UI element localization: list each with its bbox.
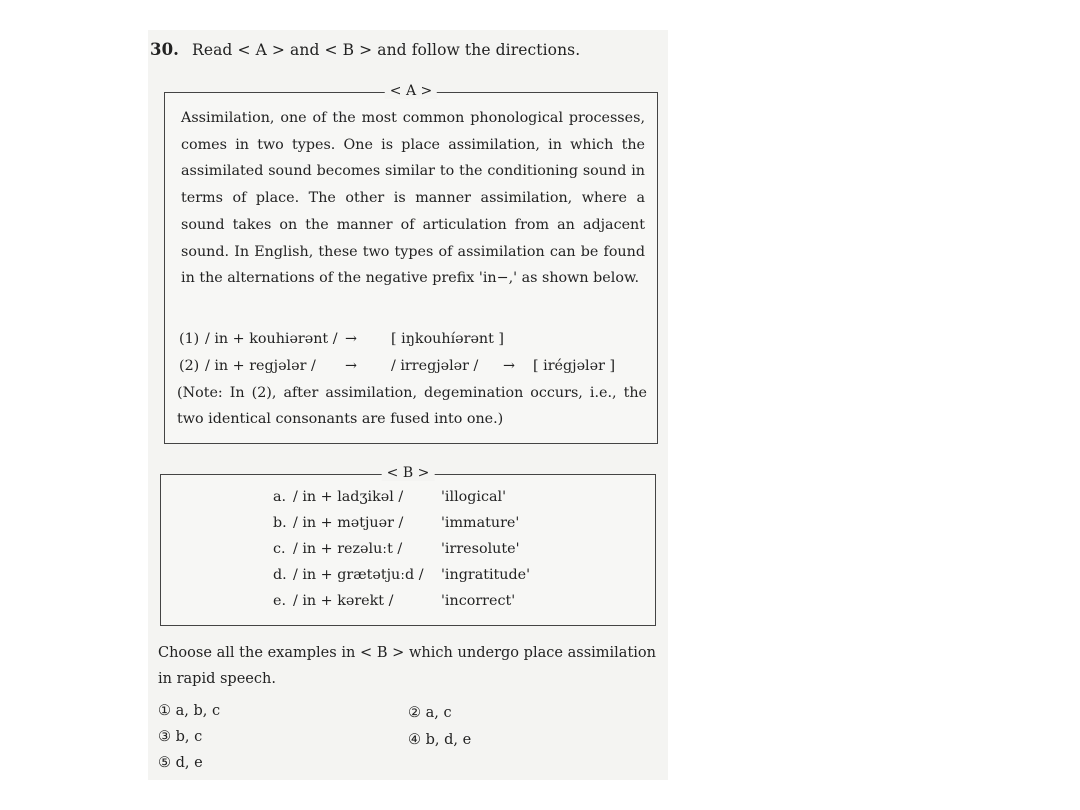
option-text: a, c	[425, 705, 452, 721]
option-text: b, c	[175, 729, 203, 745]
example-form: / in + grætətjuːd /	[293, 567, 424, 583]
box-a-label: < A >	[385, 83, 437, 99]
question-instruction: Read < A > and < B > and follow the directions.	[192, 41, 581, 59]
example-2-number: (2)	[179, 358, 200, 374]
example-gloss: 'irresolute'	[441, 541, 520, 557]
example-2-arrow-2: →	[503, 358, 515, 374]
option-text: a, b, c	[175, 703, 221, 719]
example-gloss: 'ingratitude'	[441, 567, 531, 583]
option-mark: ②	[408, 705, 421, 721]
example-form: / in + mətjuər /	[293, 515, 404, 531]
option-mark: ③	[158, 729, 171, 745]
example-1-output: [ iŋkouhíərənt ]	[391, 331, 504, 347]
option-mark: ⑤	[158, 755, 171, 771]
example-2-middle: / irregjələr /	[391, 358, 479, 374]
passage-a-text: Assimilation, one of the most common phonological processes, comes in two types. One is place assimilation, in which the assimilated sound becomes similar to the conditioning sound in terms of place. The other is manner assimilation, where a sound takes on the manner of articulation from an adjacent sound. In English, these two types of assimilation can be found in the alternations of the negative prefix 'in−,' as shown below.	[181, 110, 645, 287]
option-mark: ①	[158, 703, 171, 719]
examples-box-b	[160, 465, 656, 626]
example-1-input: / in + kouhiərənt /	[205, 331, 338, 347]
example-2-output: [ irégjələr ]	[533, 358, 616, 374]
example-letter: a.	[273, 489, 287, 505]
example-form: / in + rezəluːt /	[293, 541, 403, 557]
answer-option-4[interactable]	[408, 732, 471, 748]
option-text: d, e	[175, 755, 203, 771]
answer-option-3[interactable]	[158, 729, 202, 745]
question-header	[150, 40, 580, 59]
example-letter: d.	[273, 567, 287, 583]
box-b-label: < B >	[382, 465, 435, 481]
example-1-number: (1)	[179, 331, 200, 347]
example-letter: e.	[273, 593, 287, 609]
example-gloss: 'incorrect'	[441, 593, 516, 609]
example-2-arrow-1: →	[345, 358, 357, 374]
example-form: / in + kərekt /	[293, 593, 394, 609]
example-1-arrow: →	[345, 331, 357, 347]
degemination-note: (Note: In (2), after assimilation, degemination occurs, i.e., the two identical consonants are fused into one.)	[177, 385, 647, 427]
example-form: / in + ladʒikəl /	[293, 489, 404, 505]
answer-option-2[interactable]	[408, 705, 452, 721]
answer-option-1[interactable]	[158, 703, 220, 719]
passage-box-a	[164, 83, 658, 444]
option-text: b, d, e	[425, 732, 472, 748]
option-mark: ④	[408, 732, 421, 748]
example-letter: c.	[273, 541, 286, 557]
question-number: 30.	[150, 40, 180, 59]
example-gloss: 'immature'	[441, 515, 520, 531]
question-stem: Choose all the examples in < B > which undergo place assimilation in rapid speech.	[158, 645, 656, 687]
example-2-input: / in + regjələr /	[205, 358, 316, 374]
example-gloss: 'illogical'	[441, 489, 507, 505]
answer-option-5[interactable]	[158, 755, 203, 771]
example-letter: b.	[273, 515, 287, 531]
